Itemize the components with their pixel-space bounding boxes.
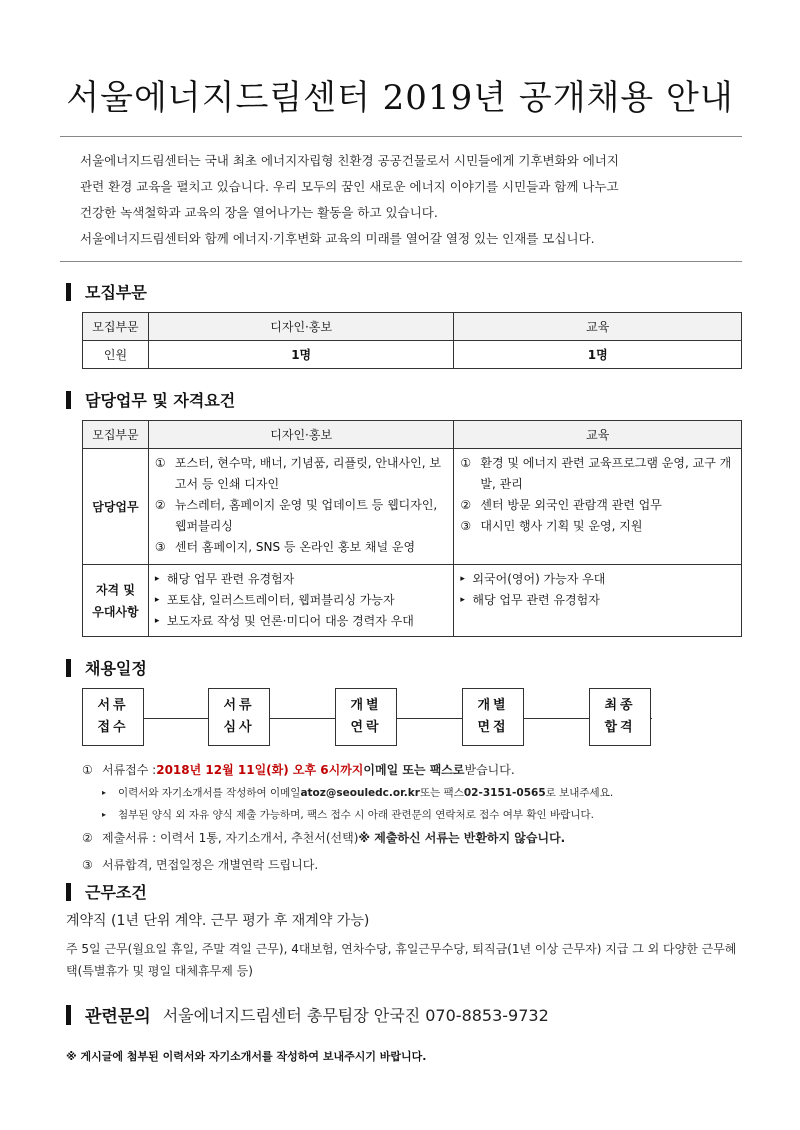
table-header: 모집부문 bbox=[83, 421, 149, 449]
duty-table bbox=[82, 420, 742, 637]
table-header: 교육 bbox=[454, 421, 742, 449]
triangle-bullet-icon: ▸ bbox=[154, 574, 160, 584]
hiring-flow bbox=[82, 688, 652, 748]
section-bar-icon bbox=[66, 659, 71, 677]
contact-info bbox=[66, 1002, 549, 1027]
section-heading-schedule bbox=[66, 656, 147, 679]
design-qualifications bbox=[148, 565, 454, 637]
triangle-bullet-icon: ▸ bbox=[460, 574, 465, 584]
section-bar-icon bbox=[66, 1005, 71, 1025]
benefits: 주 5일 근무(월요일 휴일, 주말 격일 근무), 4대보험, 연차수당, 휴일근무수당, 퇴직금(1년 이상 근무자) 지급 그 외 다양한 근무혜택(특별휴가 및 평일 대체휴무제 등) bbox=[66, 942, 737, 978]
section-heading-duties bbox=[66, 388, 235, 411]
section-title: 채용일정 bbox=[85, 659, 147, 678]
section-bar-icon bbox=[66, 883, 71, 901]
contract-type: 계약직 (1년 단위 계약. 근무 평가 후 재계약 가능) bbox=[66, 913, 370, 929]
recruit-table bbox=[82, 312, 742, 369]
row-label-duties: 담당업무 bbox=[83, 449, 149, 565]
triangle-bullet-icon: ▸ bbox=[102, 810, 107, 819]
intro-line: 서울에너지드림센터와 함께 에너지·기후변화 교육의 미래를 열어갈 열정 있는 인재를 모십니다. bbox=[80, 231, 595, 246]
footnote: ※ 게시글에 첨부된 이력서와 자기소개서를 작성하여 보내주시기 바랍니다. bbox=[66, 1050, 427, 1063]
schedule-item: ① 서류접수 : 2018년 12월 11일(화) 오후 6시까지 이메일 또는 팩스로 받습니다. bbox=[82, 758, 742, 782]
flow-step: 최종 합격 bbox=[589, 688, 651, 746]
list-item: ▸ 외국어(영어) 가능자 우대 bbox=[460, 569, 735, 590]
schedule-details bbox=[82, 758, 742, 880]
row-label-headcount: 인원 bbox=[83, 341, 149, 369]
table-header: 교육 bbox=[454, 313, 742, 341]
row-label-qualifications: 자격 및 우대사항 bbox=[83, 565, 149, 637]
section-title: 관련문의 bbox=[85, 1007, 151, 1027]
fax-number: 02-3151-0565 bbox=[463, 787, 546, 799]
triangle-bullet-icon: ▸ bbox=[154, 616, 160, 626]
flow-step: 서류 심사 bbox=[208, 688, 270, 746]
list-item: ③ 대시민 행사 기획 및 운영, 지원 bbox=[460, 519, 643, 533]
triangle-bullet-icon: ▸ bbox=[102, 788, 107, 797]
headcount-design: 1명 bbox=[148, 341, 454, 369]
divider-top bbox=[60, 136, 742, 137]
section-title: 모집부문 bbox=[85, 283, 147, 302]
schedule-subitem: ▸ 첨부된 양식 외 자유 양식 제출 가능하며, 팩스 접수 시 아래 관련문의 연락처로 접수 여부 확인 바랍니다. bbox=[82, 804, 742, 826]
list-item: ▸ 해당 업무 관련 유경험자 bbox=[460, 590, 735, 611]
page-title: 서울에너지드림센터 2019년 공개채용 안내 bbox=[66, 78, 734, 118]
schedule-item: ③ 서류합격, 면접일정은 개별연락 드립니다. bbox=[82, 858, 319, 872]
list-item: ▸ 보도자료 작성 및 언론·미디어 대응 경력자 우대 bbox=[155, 611, 448, 632]
list-item: ② 센터 방문 외국인 관람객 관련 업무 bbox=[460, 498, 662, 512]
contact-value: 서울에너지드림센터 총무팀장 안국진 070-8853-9732 bbox=[162, 1006, 549, 1025]
flow-step: 서류 접수 bbox=[82, 688, 144, 746]
intro-text bbox=[80, 148, 730, 252]
list-item: ▸ 포토샵, 일러스트레이터, 웹퍼블리싱 가능자 bbox=[155, 590, 448, 611]
list-item: ② 뉴스레터, 홈페이지 운영 및 업데이트 등 웹디자인, 웹퍼블리싱 bbox=[154, 498, 438, 533]
section-title: 담당업무 및 자격요건 bbox=[85, 391, 236, 410]
section-title: 근무조건 bbox=[85, 883, 147, 902]
table-header: 디자인·홍보 bbox=[148, 313, 454, 341]
intro-line: 서울에너지드림센터는 국내 최초 에너지자립형 친환경 공공건물로서 시민들에게 기후변화와 에너지 bbox=[80, 153, 619, 168]
table-header: 디자인·홍보 bbox=[148, 421, 454, 449]
intro-line: 관련 환경 교육을 펼치고 있습니다. 우리 모두의 꿈인 새로운 에너지 이야기를 시민들과 함께 나누고 bbox=[80, 179, 619, 194]
table-header: 모집부문 bbox=[83, 313, 149, 341]
list-item: ③ 센터 홈페이지, SNS 등 온라인 홍보 채널 운영 bbox=[154, 540, 416, 554]
section-heading-recruit bbox=[66, 280, 147, 303]
flow-step: 개별 면접 bbox=[462, 688, 524, 746]
triangle-bullet-icon: ▸ bbox=[154, 595, 160, 605]
section-bar-icon bbox=[66, 283, 71, 301]
list-item: ① 포스터, 현수막, 배너, 기념품, 리플릿, 안내사인, 보고서 등 인쇄 디자인 bbox=[154, 456, 441, 491]
design-duties bbox=[148, 449, 454, 565]
schedule-subitem: ▸ 이력서와 자기소개서를 작성하여 이메일 atoz@seouledc.or.kr 또는 팩스 02-3151-0565 로 보내주세요. bbox=[82, 782, 742, 804]
email-address: atoz@seouledc.or.kr bbox=[300, 787, 420, 799]
list-item: ① 환경 및 에너지 관련 교육프로그램 운영, 교구 개발, 관리 bbox=[460, 456, 732, 491]
flow-step: 개별 연락 bbox=[335, 688, 397, 746]
divider-intro bbox=[60, 261, 742, 262]
section-heading-conditions bbox=[66, 880, 147, 903]
deadline: 2018년 12월 11일(화) 오후 6시까지 bbox=[156, 763, 364, 777]
section-bar-icon bbox=[66, 391, 71, 409]
list-item: ▸ 해당 업무 관련 유경험자 bbox=[155, 569, 448, 590]
schedule-item: ② 제출서류 : 이력서 1통, 자기소개서, 추천서(선택) ※ 제출하신 서류는 반환하지 않습니다. bbox=[82, 831, 566, 845]
triangle-bullet-icon: ▸ bbox=[460, 595, 465, 605]
headcount-education: 1명 bbox=[454, 341, 742, 369]
education-qualifications bbox=[454, 565, 742, 637]
education-duties bbox=[454, 449, 742, 565]
intro-line: 건강한 녹색철학과 교육의 장을 열어나가는 활동을 하고 있습니다. bbox=[80, 205, 438, 220]
